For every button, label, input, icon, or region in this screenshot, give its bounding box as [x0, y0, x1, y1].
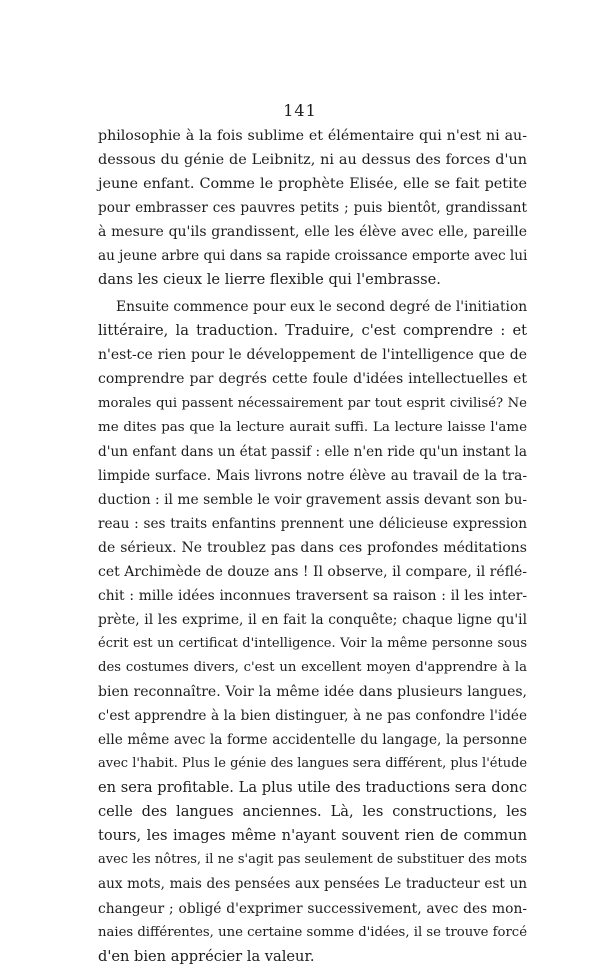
text-line: avec l'habit. Plus le génie des langues sera différent, plus l'étude — [98, 756, 528, 772]
text-line: à mesure qu'ils grandissent, elle les élève avec elle, pareille — [98, 224, 527, 241]
text-line: dessous du génie de Leibnitz, ni au dessus des forces d'un — [98, 152, 527, 169]
text-line: comprendre par degrés cette foule d'idées intellectuelles et — [98, 371, 527, 388]
text-line: bien reconnaître. Voir la même idée dans plusieurs langues, — [98, 684, 527, 701]
text-line: écrit est un certificat d'intelligence. Voir la même personne sous — [98, 635, 527, 651]
body-text — [98, 124, 527, 969]
text-line: reau : ses traits enfantins prennent une délicieuse expression — [98, 515, 527, 532]
text-line: pour embrasser ces pauvres petits ; puis bientôt, grandissant — [98, 200, 527, 217]
text-line: de sérieux. Ne troublez pas dans ces profondes méditations — [98, 539, 527, 556]
text-line: des costumes divers, c'est un excellent moyen d'apprendre à la — [98, 660, 527, 676]
text-line: morales qui passent nécessairement par tout esprit civilisé? Ne — [98, 395, 527, 411]
text-line: philosophie à la fois sublime et élémentaire qui n'est ni au- — [98, 128, 527, 144]
text-line: aux mots, mais des pensées aux pensées Le traducteur est un — [98, 876, 527, 893]
text-line: limpide surface. Mais livrons notre élève au travail de la tra- — [98, 467, 527, 484]
text-line: littéraire, la traduction. Traduire, c'est comprendre : et — [98, 322, 527, 340]
text-line: dans les cieux le lierre flexible qui l'embrasse. — [98, 271, 441, 289]
text-line: au jeune arbre qui dans sa rapide croissance emporte avec lui — [98, 248, 528, 265]
text-line: celle des langues anciennes. Là, les constructions, les — [98, 803, 527, 821]
text-line: en sera profitable. La plus utile des traductions sera donc — [98, 779, 527, 797]
paragraph-2 — [98, 295, 527, 968]
text-line: elle même avec la forme accidentelle du langage, la personne — [98, 732, 527, 749]
text-line: naies différentes, une certaine somme d'idées, il se trouve forcé — [98, 924, 527, 940]
text-line: prète, il les exprime, il en fait la conquête; chaque ligne qu'il — [98, 611, 527, 628]
text-line: Ensuite commence pour eux le second degré de l'initiation — [116, 299, 528, 316]
text-line: d'en bien apprécier la valeur. — [98, 947, 315, 965]
text-line: n'est-ce rien pour le développement de l'intelligence que de — [98, 347, 527, 364]
page-number: 141 — [283, 101, 317, 120]
text-line: chit : mille idées inconnues traversent sa raison : il les inter- — [98, 587, 527, 604]
text-line: tours, les images même n'ayant souvent rien de commun — [98, 827, 527, 845]
text-line: changeur ; obligé d'exprimer successivement, avec des mon- — [98, 900, 527, 917]
text-line: me dites pas que la lecture aurait suffi. La lecture laisse l'ame — [98, 419, 527, 435]
text-line: duction : il me semble le voir gravement assis devant son bu- — [98, 491, 527, 508]
text-line: avec les nôtres, il ne s'agit pas seulement de substituer des mots — [98, 852, 527, 868]
text-line: c'est apprendre à la bien distinguer, à ne pas confondre l'idée — [98, 708, 527, 725]
text-line: jeune enfant. Comme le prophète Elisée, elle se fait petite — [98, 176, 527, 193]
paragraph-1 — [98, 124, 527, 292]
text-line: d'un enfant dans un état passif : elle n'en ride qu'un instant la — [98, 443, 527, 460]
text-line: cet Archimède de douze ans ! Il observe, il compare, il réflé- — [98, 563, 527, 580]
